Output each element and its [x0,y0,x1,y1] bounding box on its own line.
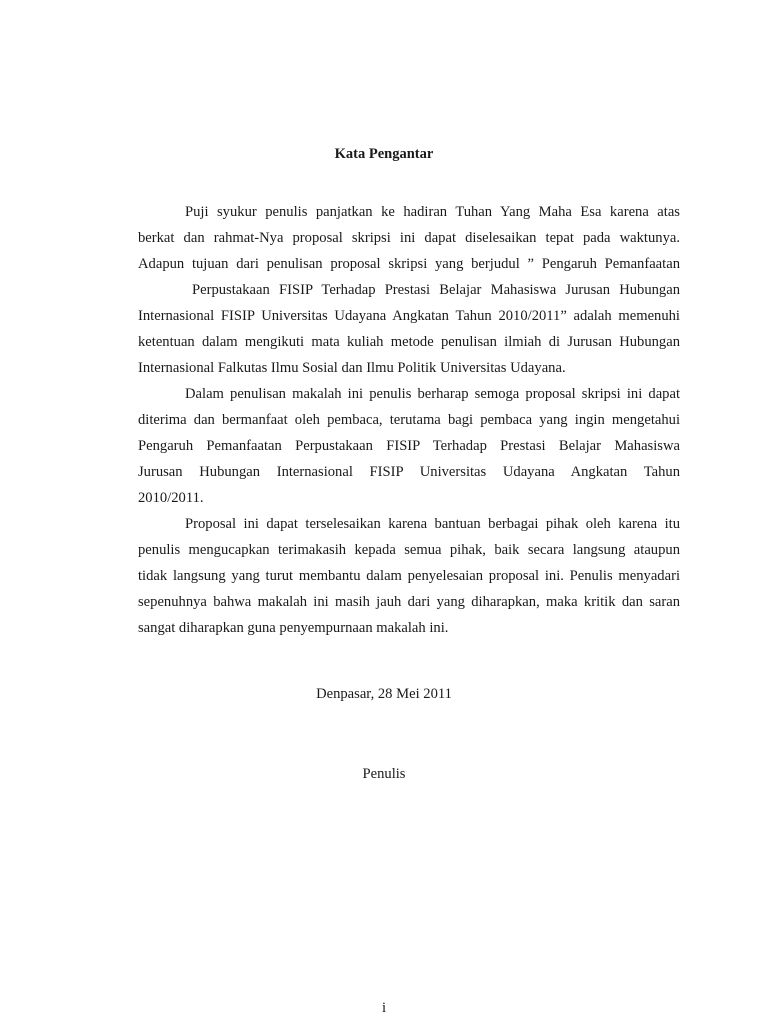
paragraph-3-line-3: tidak langsung yang turut membantu dalam penyelesaian proposal ini. Penulis menyadari [138,568,680,584]
place-date: Denpasar, 28 Mei 2011 [316,686,452,702]
paragraph-2-line-5: 2010/2011. [138,490,204,506]
paragraph-3-line-1: Proposal ini dapat terselesaikan karena bantuan berbagai pihak oleh karena itu [185,516,680,532]
paragraph-1-line-2: berkat dan rahmat-Nya proposal skripsi ini dapat diselesaikan tepat pada waktunya. [138,230,680,246]
paragraph-1-line-1: Puji syukur penulis panjatkan ke hadiran Tuhan Yang Maha Esa karena atas [185,204,680,220]
page-title: Kata Pengantar [334,146,434,162]
paragraph-2-line-4: Jurusan Hubungan Internasional FISIP Universitas Udayana Angkatan Tahun [138,464,680,480]
body-text [138,199,680,641]
paragraph-1-line-6: ketentuan dalam mengikuti mata kuliah metode penulisan ilmiah di Jurusan Hubungan [138,334,680,350]
paragraph-2-line-3: Pengaruh Pemanfaatan Perpustakaan FISIP Terhadap Prestasi Belajar Mahasiswa [138,438,680,454]
signature-author: Penulis [362,766,406,782]
paragraph-1-line-7: Internasional Falkutas Ilmu Sosial dan Ilmu Politik Universitas Udayana. [138,360,566,376]
paragraph-1-line-3: Adapun tujuan dari penulisan proposal skripsi yang berjudul ” Pengaruh Pemanfaatan [138,256,680,272]
paragraph-3-line-4: sepenuhnya bahwa makalah ini masih jauh dari yang diharapkan, maka kritik dan saran [138,594,680,610]
paragraph-1-line-4: Perpustakaan FISIP Terhadap Prestasi Belajar Mahasiswa Jurusan Hubungan [192,282,680,298]
paragraph-1-line-5: Internasional FISIP Universitas Udayana Angkatan Tahun 2010/2011” adalah memenuhi [138,308,680,324]
paragraph-2-line-1: Dalam penulisan makalah ini penulis berharap semoga proposal skripsi ini dapat [185,386,680,402]
paragraph-2-line-2: diterima dan bermanfaat oleh pembaca, terutama bagi pembaca yang ingin mengetahui [138,412,680,428]
page-number: i [381,1000,387,1016]
paragraph-3-line-5: sangat diharapkan guna penyempurnaan makalah ini. [138,620,449,636]
paragraph-3-line-2: penulis mengucapkan terimakasih kepada semua pihak, baik secara langsung ataupun [138,542,680,558]
